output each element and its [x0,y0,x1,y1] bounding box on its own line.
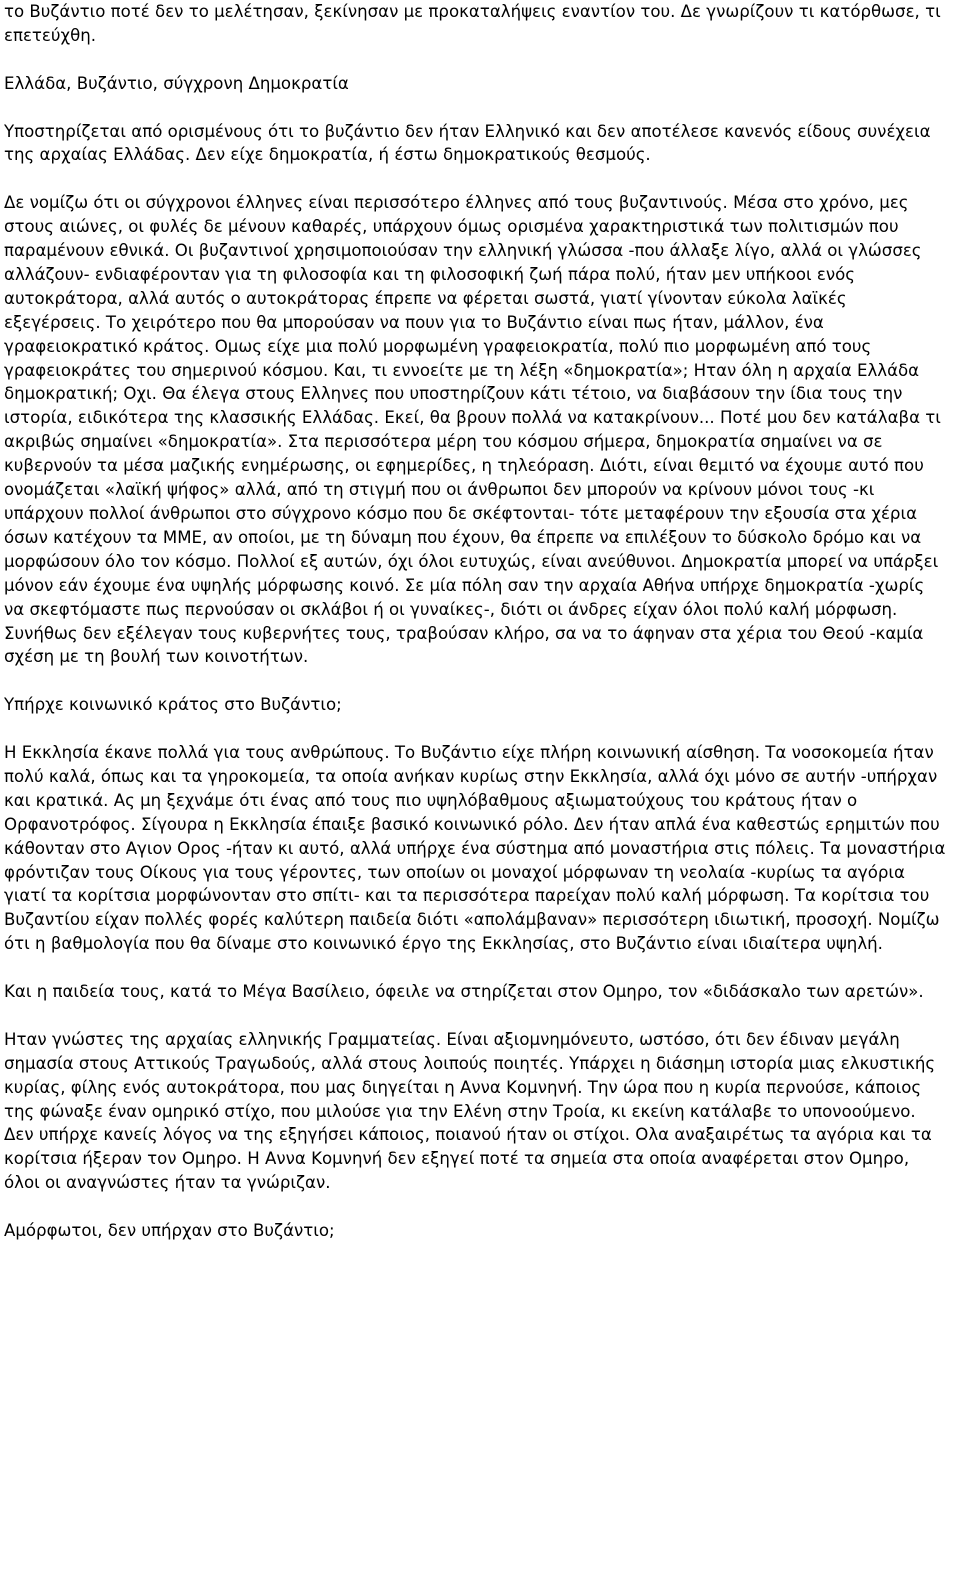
paragraph-question-democracy: Υποστηρίζεται από ορισμένους ότι το βυζάντιο δεν ήταν Ελληνικό και δεν αποτέλεσε κανενός είδους συνέχεια της αρχαίας Ελλάδας. Δεν είχε δημοκρατία, ή έστω δημοκρατικούς θεσμούς. [4,121,931,165]
paragraph-answer-democracy: Δε νομίζω ότι οι σύγχρονοι έλληνες είναι περισσότερο έλληνες από τους βυζαντινούς. Μέσα στο χρόνο, μες στους αιώνες, οι φυλές δε μένουν καθαρές, υπάρχουν όμως ορισμένα χαρακτηριστικά των πολιτισμών που παραμένουν εθνικά. Οι βυζαντινοί χρησιμοποιούσαν την ελληνική γλώσσα -που άλλαξε λίγο, αλλά οι γλώσσες αλλάζουν- ενδιαφέρονταν για τη φιλοσοφία και τη φιλοσοφική ζωή πάρα πολύ, ήταν μεν υπήκοοι ενός αυτοκράτορα, αλλά αυτός ο αυτοκράτορας έπρεπε να φέρεται σωστά, γιατί γίνονταν εύκολα λαϊκές εξεγέρσεις. Το χειρότερο που θα μπορούσαν να πουν για το Βυζάντιο είναι πως ήταν, μάλλον, ένα γραφειοκρατικό κράτος. Ομως είχε μια πολύ μορφωμένη γραφειοκρατία, πολύ πιο μορφωμένη από τους γραφειοκράτες του σημερινού κόσμου. Και, τι εννοείτε με τη λέξη «δημοκρατία»; Ηταν όλη η αρχαία Ελλάδα δημοκρατική; Οχι. Θα έλεγα στους Ελληνες που υποστηρίζουν κάτι τέτοιο, να διαβάσουν την ίδια τους την ιστορία, ειδικότερα της κλασσικής Ελλάδας. Εκεί, θα βρουν πολλά να κατακρίνουν... Ποτέ μου δεν κατάλαβα τι ακριβώς σημαίνει «δημοκρατία». Στα περισσότερα μέρη του κόσμου σήμερα, δημοκρατία σημαίνει να σε κυβερνούν τα μέσα μαζικής ενημέρωσης, οι εφημερίδες, η τηλεόραση. Διότι, είναι θεμιτό να έχουμε αυτό που ονομάζεται «λαϊκή ψήφος» αλλά, από τη στιγμή που οι άνθρωποι δεν μπορούν να κρίνουν μόνοι τους -κι υπάρχουν πολλοί άνθρωποι στο σύγχρονο κόσμο που δε σκέφτονται- τότε μεταφέρουν την εξουσία στα χέρια όσων κατέχουν τα ΜΜΕ, αν οποίοι, με τη δύναμη που έχουν, θα έπρεπε να επιλέξουν το δύσκολο δρόμο και να μορφώσουν όλο τον κόσμο. Πολλοί εξ αυτών, όχι όλοι ευτυχώς, είναι ανεύθυνοι. Δημοκρατία μπορεί να υπάρξει μόνον εάν έχουμε ένα υψηλής μόρφωσης κοινό. Σε μία πόλη σαν την αρχαία Αθήνα υπήρχε δημοκρατία -χωρίς να σκεφτόμαστε πως περνούσαν οι σκλάβοι ή οι γυναίκες-, διότι οι άνδρες είχαν όλοι πολύ καλή μόρφωση. Συνήθως δεν εξέλεγαν τους κυβερνήτες τους, τραβούσαν κλήρο, σα να το άφηναν στα χέρια του Θεού -καμία σχέση με τη βουλή των κοινοτήτων. [4,193,941,667]
paragraph-intro: το Βυζάντιο ποτέ δεν το μελέτησαν, ξεκίνησαν με προκαταλήψεις εναντίον του. Δε γνωρίζουν τι κατόρθωσε, τι επετεύχθη. [4,2,941,45]
section-heading-social-state: Υπήρχε κοινωνικό κράτος στο Βυζάντιο; [4,695,342,715]
paragraph-question-education: Και η παιδεία τους, κατά το Μέγα Βασίλειο, όφειλε να στηρίζεται στον Ομηρο, τον «διδάσκαλο των αρετών». [4,982,924,1002]
paragraph-answer-education: Ηταν γνώστες της αρχαίας ελληνικής Γραμματείας. Είναι αξιομνημόνευτο, ωστόσο, ότι δεν έδιναν μεγάλη σημασία στους Αττικούς Τραγωδούς, αλλά στους λοιπούς ποιητές. Υπάρχει η διάσημη ιστορία μιας ελκυστικής κυρίας, φίλης ενός αυτοκράτορα, που μας διηγείται η Αννα Κομνηνή. Την ώρα που η κυρία περνούσε, κάποιος της φώναξε έναν ομηρικό στίχο, που μιλούσε για την Ελένη στην Τροία, κι εκείνη κατάλαβε το υπονοούμενο. Δεν υπήρχε κανείς λόγος να της εξηγήσει κάποιος, ποιανού ήταν οι στίχοι. Ολα αναξαιρέτως τα αγόρια και τα κορίτσια ήξεραν τον Ομηρο. Η Αννα Κομνηνή δεν εξηγεί ποτέ τα σημεία στα οποία αναφέρεται στον Ομηρο, όλοι οι αναγνώστες ήταν τα γνώριζαν. [4,1029,936,1193]
section-heading-greece-byzantium-democracy: Ελλάδα, Βυζάντιο, σύγχρονη Δημοκρατία [4,73,349,93]
paragraph-answer-social-state: Η Εκκλησία έκανε πολλά για τους ανθρώπους. Το Βυζάντιο είχε πλήρη κοινωνική αίσθηση. Τα νοσοκομεία ήταν πολύ καλά, όπως και τα γηροκομεία, τα οποία ανήκαν κυρίως στην Εκκλησία, αλλά όχι μόνο σε αυτήν -υπήρχαν και κρατικά. Ας μη ξεχνάμε ότι ένας από τους πιο υψηλόβαθμους αξιωματούχους του κράτους ήταν ο Ορφανοτρόφος. Σίγουρα η Εκκλησία έπαιξε βασικό κοινωνικό ρόλο. Δεν ήταν απλά ένα καθεστώς ερημιτών που κάθονταν στο Αγιον Ορος -ήταν κι αυτό, αλλά υπήρχε ένα σύστημα από μοναστήρια στις πόλεις. Τα μοναστήρια φρόντιζαν τους Οίκους για τους γέροντες, των οποίων οι μοναχοί μόρφωναν τη νεολαία -κυρίως τα αγόρια γιατί τα κορίτσια μορφώνονταν στο σπίτι- και τα περισσότερα παρείχαν πολύ καλή μόρφωση. Τα κορίτσια του Βυζαντίου είχαν πολλές φορές καλύτερη παιδεία διότι «απολάμβαναν» περισσότερη ιδιωτική, προσοχή. Νομίζω ότι η βαθμολογία που θα δίναμε στο κοινωνικό έργο της Εκκλησίας, στο Βυζάντιο είναι ιδιαίτερα υψηλή. [4,743,946,954]
section-heading-uneducated: Αμόρφωτοι, δεν υπήρχαν στο Βυζάντιο; [4,1221,335,1241]
